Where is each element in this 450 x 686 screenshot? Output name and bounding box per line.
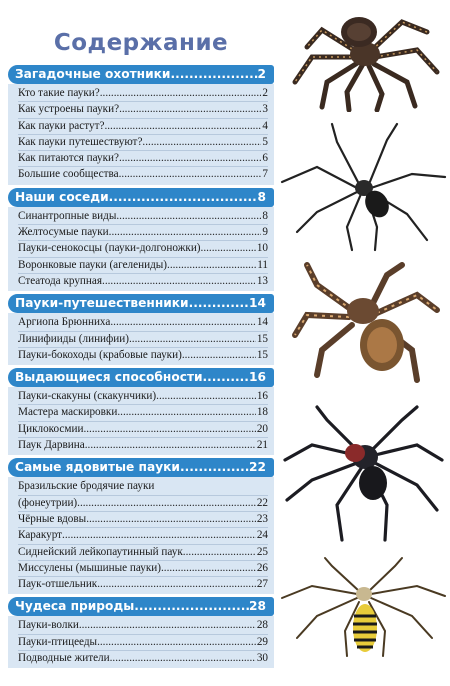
leader-dots: [110, 651, 256, 666]
section-heading[interactable]: [8, 65, 274, 84]
entry-title: Миссулены (мышиные пауки): [18, 561, 161, 574]
leader-dots: [180, 458, 249, 477]
entry-page-number: 27: [256, 578, 268, 591]
entry-page-number: 14: [256, 316, 268, 329]
leader-dots: [77, 496, 256, 511]
leader-dots: [86, 512, 256, 527]
section-page-number: 28: [249, 599, 266, 614]
section-page-number: 8: [257, 189, 266, 204]
leader-dots: [201, 241, 256, 256]
toc-entry[interactable]: [18, 618, 268, 634]
toc-entry[interactable]: [18, 561, 268, 577]
entry-title: Пауки-скакуны (скакунчики): [18, 390, 157, 403]
toc-entry[interactable]: [18, 438, 268, 453]
toc-entry[interactable]: [18, 512, 268, 528]
toc-entry[interactable]: [18, 405, 268, 421]
leader-dots: [156, 389, 256, 404]
entry-page-number: 16: [256, 390, 268, 403]
entry-title: Пауки-бокоходы (крабовые пауки): [18, 348, 182, 361]
entry-page-number: 8: [262, 209, 268, 222]
entry-title: Как питаются пауки?: [18, 152, 119, 165]
entry-title: Линифииды (линифии): [18, 332, 129, 345]
section-title: Загадочные охотники: [15, 67, 171, 81]
section-page-number: 14: [249, 296, 266, 311]
section-heading[interactable]: [8, 458, 274, 477]
leader-dots: [117, 405, 255, 420]
entry-title: Циклокосмии: [18, 422, 84, 435]
section-heading[interactable]: [8, 188, 274, 207]
long-legged-spider-illustration: [277, 122, 447, 252]
leader-dots: [134, 597, 249, 616]
leader-dots: [85, 438, 256, 453]
toc-entry[interactable]: [18, 651, 268, 666]
section-entries: [8, 313, 274, 365]
leader-dots: [119, 151, 261, 166]
toc-entry[interactable]: [18, 496, 268, 512]
toc-entry[interactable]: [18, 209, 268, 225]
entry-title: Мастера маскировки: [18, 406, 118, 419]
entry-title: Большие сообщества: [18, 168, 119, 181]
entry-page-number: 6: [262, 152, 268, 165]
toc-entry[interactable]: [18, 225, 268, 241]
page-title: Содержание: [53, 30, 229, 56]
toc-entry[interactable]: [18, 119, 268, 135]
entry-page-number: 25: [256, 545, 268, 558]
section-entries: [8, 84, 274, 185]
entry-title: Каракурт: [18, 529, 63, 542]
section-page-number: 16: [249, 370, 266, 385]
entry-page-number: 22: [256, 496, 268, 509]
leader-dots: [116, 209, 261, 224]
toc-entry[interactable]: [18, 389, 268, 405]
entry-page-number: 2: [262, 87, 268, 99]
entry-page-number: 7: [262, 168, 268, 181]
leader-dots: [182, 348, 256, 363]
leader-dots: [104, 119, 261, 134]
entry-page-number: 10: [256, 242, 268, 255]
entry-page-number: 11: [257, 258, 268, 271]
tarantula-orange-illustration: [277, 255, 447, 385]
entry-title: Как пауки растут?: [18, 119, 105, 132]
toc-entry[interactable]: [18, 167, 268, 182]
entry-title: Пауки-сенокосцы (пауки-долгоножки): [18, 242, 201, 255]
toc-entry[interactable]: [18, 258, 268, 274]
section-heading[interactable]: [8, 597, 274, 616]
entry-title: Сиднейский лейкопаутинный паук: [18, 545, 183, 558]
section-entries: [8, 477, 274, 594]
leader-dots: [189, 294, 249, 313]
entry-page-number: 9: [262, 226, 268, 239]
section-entries: [8, 387, 274, 455]
leader-dots: [109, 188, 258, 207]
entry-page-number: 3: [262, 103, 268, 116]
toc-entry[interactable]: [18, 135, 268, 151]
leader-dots: [100, 86, 262, 101]
entry-title: Как пауки путешествуют?: [18, 135, 143, 148]
entry-title: Стеатода крупная: [18, 274, 103, 287]
entry-title: Воронковые пауки (агелениды): [18, 258, 168, 271]
entry-page-number: 5: [262, 135, 268, 148]
entry-title: Аргиопа Брюнниха: [18, 316, 111, 329]
leader-dots: [97, 635, 256, 650]
toc-entry[interactable]: [18, 577, 268, 592]
entry-page-number: 18: [256, 406, 268, 419]
entry-title: Паук Дарвина: [18, 439, 85, 452]
entry-title: Желтосумые пауки: [18, 226, 109, 239]
toc-entry[interactable]: [18, 332, 268, 348]
entry-page-number: 20: [256, 422, 268, 435]
section-heading[interactable]: [8, 294, 274, 313]
entry-title: (фонеутрии): [18, 496, 78, 509]
black-widow-spider-illustration: [277, 405, 447, 545]
section-title: Наши соседи: [15, 189, 109, 204]
tarantula-hairy-illustration: [277, 2, 447, 112]
section-title: Выдающиеся способности: [15, 370, 203, 385]
argiope-wasp-spider-illustration: [277, 556, 447, 681]
toc-entry[interactable]: [18, 528, 268, 544]
leader-dots: [170, 65, 257, 84]
toc-entry[interactable]: [18, 151, 268, 167]
entry-page-number: 26: [256, 561, 268, 574]
leader-dots: [129, 332, 256, 347]
table-of-contents: [8, 62, 274, 668]
section-heading[interactable]: [8, 368, 274, 387]
entry-page-number: 21: [256, 439, 268, 452]
entry-title: Кто такие пауки?: [18, 87, 100, 99]
leader-dots: [142, 135, 261, 150]
entry-page-number: 13: [256, 274, 268, 287]
leader-dots: [62, 528, 256, 543]
section-entries: [8, 207, 274, 291]
toc-entry[interactable]: [18, 348, 268, 363]
entry-page-number: 29: [256, 635, 268, 648]
section-title: Пауки-путешественники: [15, 296, 189, 311]
entry-title: Синантропные виды: [18, 209, 117, 222]
toc-entry[interactable]: [18, 545, 268, 561]
entry-page-number: 15: [256, 332, 268, 345]
leader-dots: [97, 577, 256, 592]
entry-title: Подводные жители: [18, 652, 110, 665]
leader-dots: [203, 368, 249, 387]
leader-dots: [167, 258, 256, 273]
toc-entry[interactable]: [18, 422, 268, 438]
leader-dots: [109, 225, 262, 240]
spider-illustrations: [275, 0, 450, 686]
section-page-number: 2: [257, 67, 266, 81]
entry-page-number: 4: [262, 119, 268, 132]
leader-dots: [83, 422, 255, 437]
leader-dots: [102, 274, 256, 289]
leader-dots: [183, 545, 256, 560]
toc-entry[interactable]: [18, 635, 268, 651]
section-entries: [8, 616, 274, 668]
leader-dots: [110, 315, 255, 330]
section-title: Чудеса природы: [15, 599, 135, 614]
toc-entry[interactable]: [18, 315, 268, 331]
leader-dots: [119, 102, 261, 117]
entry-page-number: 23: [256, 512, 268, 525]
entry-page-number: 30: [256, 652, 268, 665]
section-page-number: 22: [249, 460, 266, 475]
toc-entry[interactable]: [18, 241, 268, 257]
leader-dots: [161, 561, 256, 576]
entry-page-number: 28: [256, 619, 268, 632]
entry-title: Чёрные вдовы: [18, 512, 87, 525]
entry-page-number: 15: [256, 348, 268, 361]
toc-entry[interactable]: [18, 479, 268, 495]
entry-title: Бразильские бродячие пауки: [18, 480, 155, 493]
section-title: Самые ядовитые пауки: [15, 460, 180, 475]
toc-entry[interactable]: [18, 86, 268, 102]
leader-dots: [119, 167, 262, 182]
entry-title: Пауки-птицееды: [18, 635, 98, 648]
entry-page-number: 24: [256, 529, 268, 542]
leader-dots: [79, 618, 256, 633]
toc-entry[interactable]: [18, 274, 268, 289]
entry-title: Пауки-волки: [18, 619, 79, 632]
entry-title: Паук-отшельник: [18, 578, 98, 591]
entry-title: Как устроены пауки?: [18, 103, 120, 116]
toc-entry[interactable]: [18, 102, 268, 118]
